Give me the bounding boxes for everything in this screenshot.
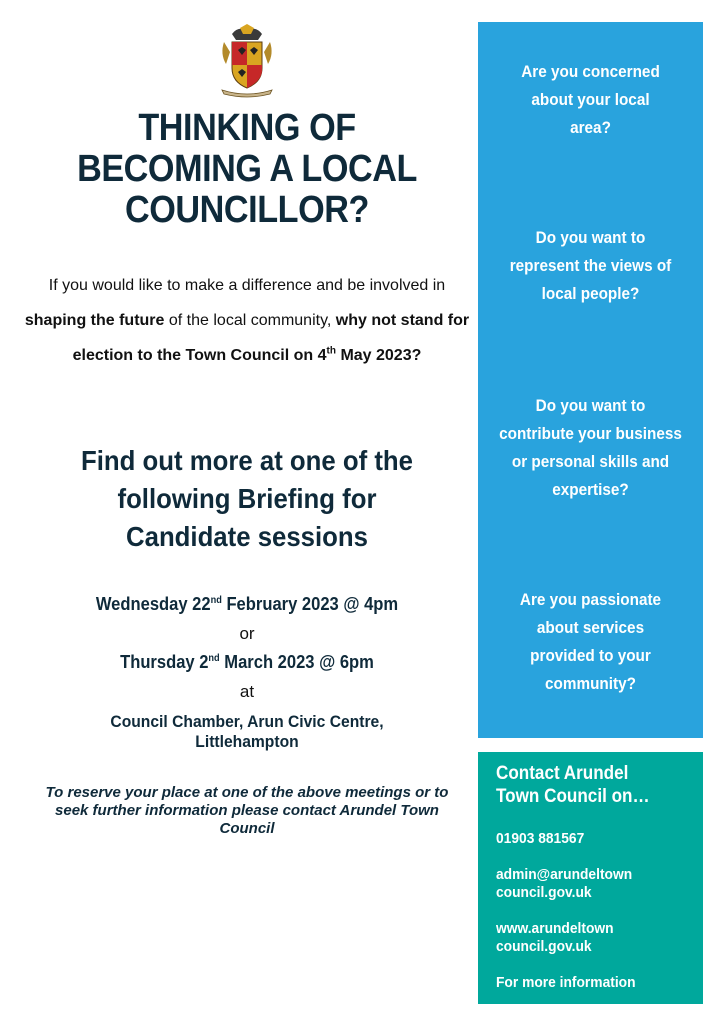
date-text: March 2023 @ 6pm	[224, 652, 374, 672]
question-item: Are you concerned about your local area?	[521, 62, 660, 137]
headline-line: BECOMING A LOCAL	[77, 148, 417, 190]
session-date-first	[57, 590, 438, 619]
contact-email[interactable]	[496, 866, 680, 902]
email-line: admin@arundeltown	[496, 866, 633, 883]
contact-panel	[478, 752, 703, 1004]
coat-of-arms-icon	[218, 24, 276, 98]
venue-line: Council Chamber, Arun Civic Centre,	[110, 712, 384, 731]
questions-panel	[478, 22, 703, 738]
venue	[57, 712, 438, 752]
website-line: www.arundeltown	[496, 920, 614, 937]
contact-more-info: For more information	[496, 974, 636, 991]
page-headline	[61, 108, 434, 231]
briefing-heading: Find out more at one of the following Briefing for Candidate sessions	[80, 445, 414, 552]
date-text: February 2023 @ 4pm	[226, 594, 399, 614]
headline-line: COUNCILLOR?	[125, 189, 369, 231]
ordinal-suffix: th	[326, 345, 336, 357]
headline-line: THINKING OF	[138, 107, 356, 149]
contact-website[interactable]	[496, 920, 680, 956]
website-line: council.gov.uk	[496, 938, 592, 955]
intro-paragraph	[24, 268, 470, 373]
session-date-second	[57, 648, 438, 677]
date-text: Thursday 2	[120, 652, 209, 672]
question-item: Do you want to contribute your business or personal skills and expertise?	[499, 396, 682, 499]
question-item: Are you passionate about services provided to your community?	[519, 590, 662, 693]
intro-bold: May 2023?	[340, 347, 422, 364]
contact-phone: 01903 881567	[496, 830, 585, 847]
email-line: council.gov.uk	[496, 884, 592, 901]
intro-text: of the local community,	[168, 312, 332, 329]
date-text: Wednesday 22	[95, 594, 211, 614]
ordinal-suffix: nd	[210, 595, 222, 606]
reserve-note: To reserve your place at one of the above meetings or to seek further information please contact Arundel Town Council	[45, 784, 449, 837]
intro-bold: shaping the future	[24, 312, 165, 329]
ordinal-suffix: nd	[208, 653, 220, 664]
session-list	[40, 590, 454, 752]
intro-text: If you would like to make a difference and be involved in	[48, 277, 446, 294]
or-connector: or	[239, 624, 255, 643]
at-connector: at	[239, 682, 255, 701]
question-item: Do you want to represent the views of local people?	[509, 228, 672, 303]
intro-bold: why not stand for election to the Town Council on 4	[72, 312, 470, 364]
contact-title: Contact Arundel Town Council on…	[496, 763, 650, 807]
venue-line: Littlehampton	[195, 732, 299, 751]
